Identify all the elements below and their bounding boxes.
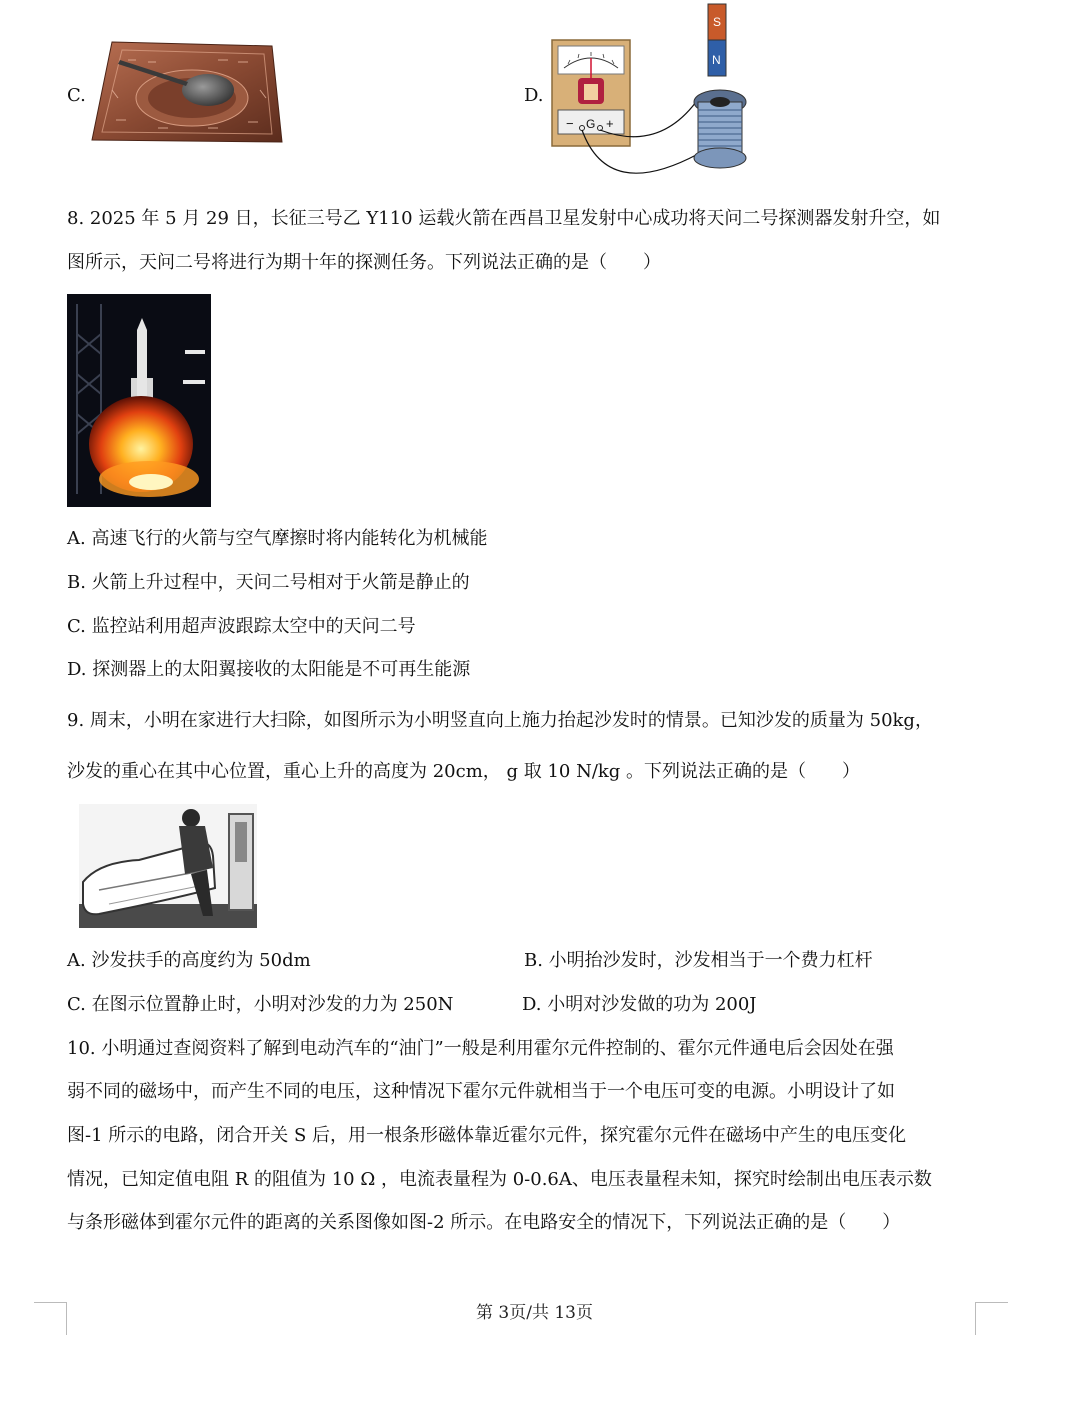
q9-option-b: B. 小明抬沙发时，沙发相当于一个费力杠杆 <box>524 950 873 971</box>
q9-stem-line1: 9. 周末，小明在家进行大扫除，如图所示为小明竖直向上施力抬起沙发时的情景。已知沙发的质量为 50kg， <box>67 710 933 731</box>
page-footer: 第 3页/共 13页 <box>476 1303 593 1323</box>
magnet-s-pole: S <box>713 15 722 29</box>
q10-stem-line5: 与条形磁体到霍尔元件的距离的关系图像如图-2 所示。在电路安全的情况下，下列说法正确的是（ ） <box>67 1212 901 1233</box>
magnet-n-pole: N <box>712 53 721 67</box>
q9-option-a: A. 沙发扶手的高度约为 50dm <box>67 950 311 971</box>
q7-option-d-label: D. <box>524 85 544 106</box>
q10-stem-line1: 10. 小明通过查阅资料了解到电动汽车的“油门”一般是利用霍尔元件控制的、霍尔元件通电后会因处在强 <box>67 1038 894 1059</box>
q8-option-d: D. 探测器上的太阳翼接收的太阳能是不可再生能源 <box>67 659 471 680</box>
q10-stem-line3: 图-1 所示的电路，闭合开关 S 后，用一根条形磁体靠近霍尔元件，探究霍尔元件在磁场中产生的电压变化 <box>67 1125 907 1146</box>
meter-plus-terminal: + <box>606 116 614 131</box>
q10-stem-line4: 情况，已知定值电阻 R 的阻值为 10 Ω ，电流表量程为 0-0.6A、电压表量程未知，探究时绘制出电压表示数 <box>67 1169 932 1190</box>
q9-stem-line2: 沙发的重心在其中心位置，重心上升的高度为 20cm， g 取 10 N/kg 。下列说法正确的是（ ） <box>67 761 861 782</box>
q9-option-d: D. 小明对沙发做的功为 200J <box>522 994 757 1015</box>
q10-stem-line2: 弱不同的磁场中，而产生不同的电压，这种情况下霍尔元件就相当于一个电压可变的电源。小明设计了如 <box>67 1081 895 1102</box>
q9-option-c: C. 在图示位置静止时，小明对沙发的力为 250N <box>67 994 454 1015</box>
q8-option-a: A. 高速飞行的火箭与空气摩擦时将内能转化为机械能 <box>67 528 488 549</box>
galvanometer-coil-magnet-image <box>548 2 748 188</box>
sinan-compass-image <box>88 40 284 146</box>
rocket-launch-image <box>67 294 211 507</box>
q7-option-c-label: C. <box>67 85 86 106</box>
meter-minus-terminal: − <box>566 116 574 131</box>
q8-stem-line2: 图所示，天问二号将进行为期十年的探测任务。下列说法正确的是（ ） <box>67 252 661 273</box>
q8-option-c: C. 监控站利用超声波跟踪太空中的天问二号 <box>67 616 416 637</box>
q8-option-b: B. 火箭上升过程中，天问二号相对于火箭是静止的 <box>67 572 470 593</box>
q8-stem-line1: 8. 2025 年 5 月 29 日，长征三号乙 Y110 运载火箭在西昌卫星发射中心成功将天问二号探测器发射升空，如 <box>67 208 941 229</box>
meter-g-terminal: G <box>586 117 596 131</box>
lifting-sofa-image <box>79 804 257 928</box>
